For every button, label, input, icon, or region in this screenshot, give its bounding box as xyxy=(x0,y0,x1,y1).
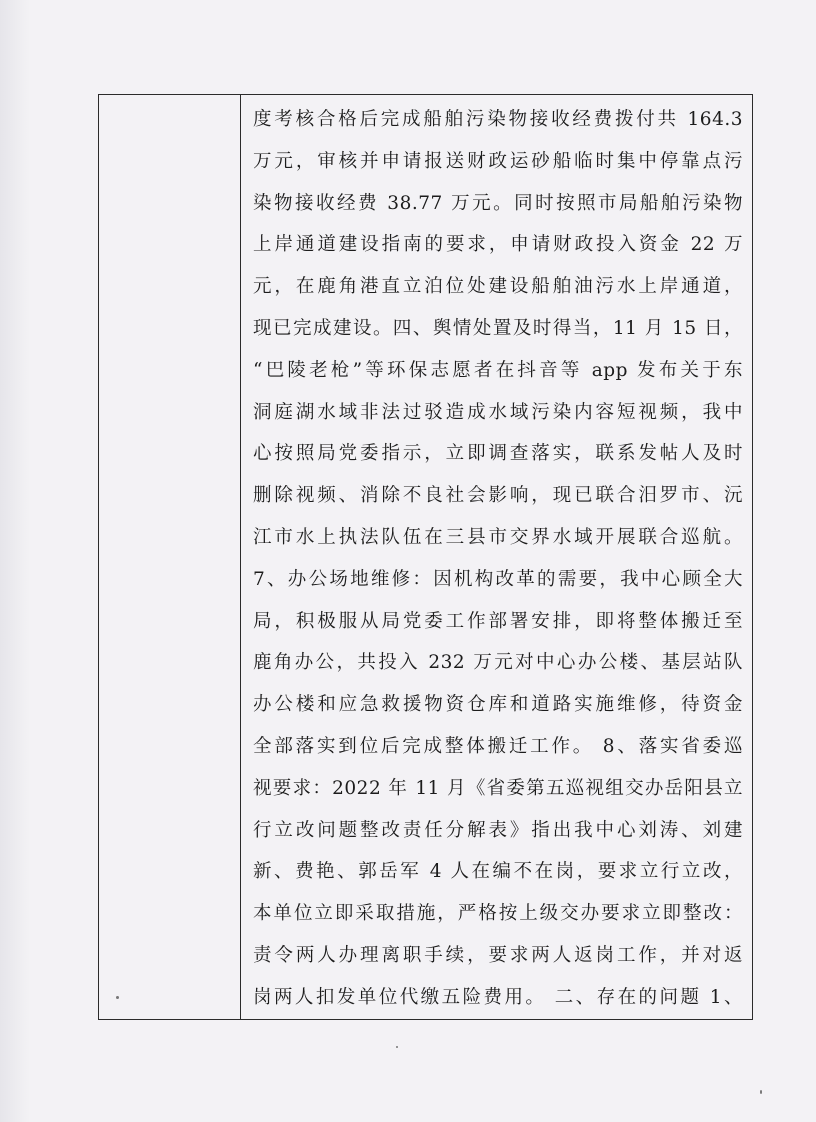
text-line: 行立改问题整改责任分解表》指出我中心刘涛、刘建 xyxy=(253,819,743,841)
text-line: 责令两人办理离职手续，要求两人返岗工作，并对返 xyxy=(253,944,743,966)
text-line: 洞庭湖水域非法过驳造成水域污染内容短视频，我中 xyxy=(253,401,743,423)
text-line: 本单位立即采取措施，严格按上级交办要求立即整改： xyxy=(253,903,743,925)
text-line: “巴陵老枪”等环保志愿者在抖音等 app 发布关于东 xyxy=(253,359,743,381)
text-line: 现已完成建设。四、舆情处置及时得当，11 月 15 日， xyxy=(253,317,743,339)
text-line: 全部落实到位后完成整体搬迁工作。 8、落实省委巡 xyxy=(253,735,743,757)
text-line: 万元，审核并申请报送财政运砂船临时集中停靠点污 xyxy=(253,150,743,172)
scan-speck xyxy=(116,996,119,999)
text-line: 染物接收经费 38.77 万元。同时按照市局船舶污染物 xyxy=(253,192,743,214)
table-label-cell xyxy=(99,95,241,1019)
text-line: 岗两人扣发单位代缴五险费用。 二、存在的问题 1、 xyxy=(253,986,743,1008)
text-line: 心按照局党委指示，立即调查落实，联系发帖人及时 xyxy=(253,443,743,465)
text-line: 新、费艳、郭岳军 4 人在编不在岗，要求立行立改， xyxy=(253,861,743,883)
text-line: 删除视频、消除不良社会影响，现已联合汨罗市、沅 xyxy=(253,485,743,507)
text-line: 局，积极服从局党委工作部署安排，即将整体搬迁至 xyxy=(253,610,743,632)
scan-speck xyxy=(760,1090,762,1094)
text-line: 元，在鹿角港直立泊位处建设船舶油污水上岸通道， xyxy=(253,276,743,298)
scan-speck xyxy=(396,1046,398,1048)
text-line: 7、办公场地维修：因机构改革的需要，我中心顾全大 xyxy=(253,568,743,590)
text-line: 鹿角办公，共投入 232 万元对中心办公楼、基层站队 xyxy=(253,652,743,674)
text-line: 江市水上执法队伍在三县市交界水域开展联合巡航。 xyxy=(253,526,743,548)
scan-edge-shadow xyxy=(0,0,30,1122)
text-line: 视要求：2022 年 11 月《省委第五巡视组交办岳阳县立 xyxy=(253,777,743,799)
text-line: 上岸通道建设指南的要求，申请财政投入资金 22 万 xyxy=(253,234,743,256)
document-body xyxy=(253,99,743,1019)
text-line: 办公楼和应急救援物资仓库和道路实施维修，待资金 xyxy=(253,694,743,716)
text-line: 度考核合格后完成船舶污染物接收经费拨付共 164.3 xyxy=(253,109,743,130)
